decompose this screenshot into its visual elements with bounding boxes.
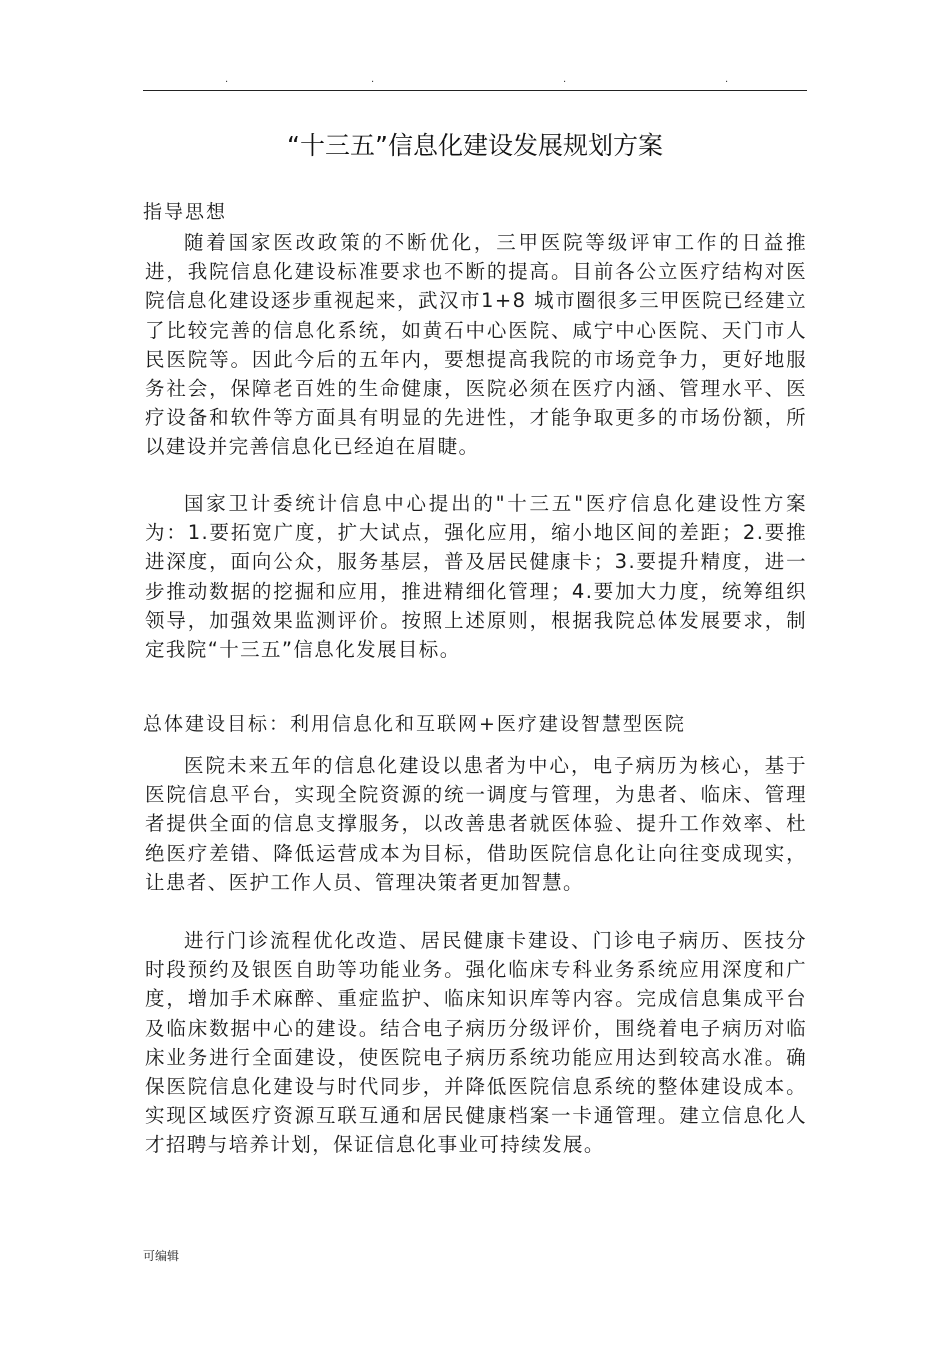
section-heading-guiding-ideology: 指导思想 <box>143 201 228 223</box>
header-dot: . <box>225 74 229 85</box>
footer-editable-note: 可编辑 <box>143 1249 180 1263</box>
paragraph-guiding-1: 随着国家医改政策的不断优化，三甲医院等级评审工作的日益推进，我院信息化建设标准要求也不断的提高。目前各公立医疗结构对医院信息化建设逐步重视起来，武汉市1+8 城市圈很多三甲医院已经建立了比较完善的信息化系统，如黄石中心医院、咸宁中心医院、天门市人民医院等。因此今后的五年内，要想提高我院的市场竞争力，更好地服务社会，保障老百姓的生命健康，医院必须在医疗内涵、管理水平、医疗设备和软件等方面具有明显的先进性，才能争取更多的市场份额，所以建设并完善信息化已经迫在眉睫。 <box>145 231 807 459</box>
paragraph-goal-1: 医院未来五年的信息化建设以患者为中心，电子病历为核心，基于医院信息平台，实现全院资源的统一调度与管理，为患者、临床、管理者提供全面的信息支撑服务，以改善患者就医体验、提升工作效率、杜绝医疗差错、降低运营成本为目标，借助医院信息化让向往变成现实，让患者、医护工作人员、管理决策者更加智慧。 <box>145 754 807 894</box>
header-dot: . <box>563 74 567 85</box>
section-heading-overall-goal: 总体建设目标：利用信息化和互联网+医疗建设智慧型医院 <box>143 713 686 735</box>
header-dot: . <box>371 74 375 85</box>
paragraph-goal-2: 进行门诊流程优化改造、居民健康卡建设、门诊电子病历、医技分时段预约及银医自助等功能业务。强化临床专科业务系统应用深度和广度，增加手术麻醉、重症监护、临床知识库等内容。完成信息集成平台及临床数据中心的建设。结合电子病历分级评价，围绕着电子病历对临床业务进行全面建设，使医院电子病历系统功能应用达到较高水准。确保医院信息化建设与时代同步，并降低医院信息系统的整体建设成本。实现区域医疗资源互联互通和居民健康档案一卡通管理。建立信息化人才招聘与培养计划，保证信息化事业可持续发展。 <box>145 929 807 1157</box>
paragraph-guiding-2: 国家卫计委统计信息中心提出的"十三五"医疗信息化建设性方案为：1.要拓宽广度，扩大试点，强化应用，缩小地区间的差距；2.要推进深度，面向公众，服务基层，普及居民健康卡；3.要提升精度，进一步推动数据的挖掘和应用，推进精细化管理；4.要加大力度，统筹组织领导，加强效果监测评价。按照上述原则，根据我院总体发展要求，制定我院“十三五”信息化发展目标。 <box>145 492 807 662</box>
page-title: “十三五”信息化建设发展规划方案 <box>287 131 663 160</box>
header-dots <box>143 74 807 86</box>
header-rule <box>143 90 807 91</box>
header-dot: . <box>725 74 729 85</box>
